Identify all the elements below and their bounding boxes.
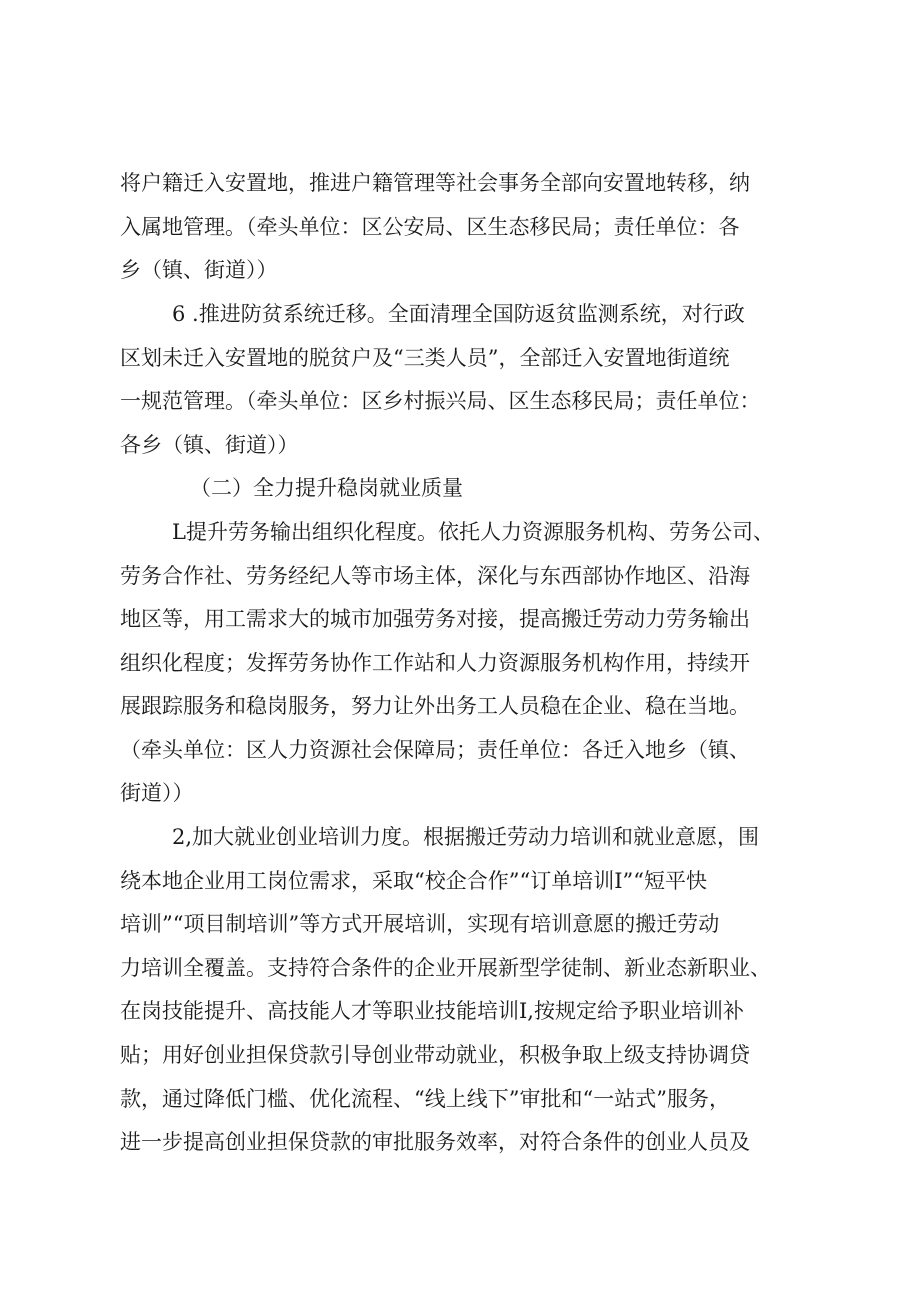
text-line: 组织化程度；发挥劳务协作工作站和人力资源服务机构作用，持续开 [120, 651, 750, 675]
text-line: 绕本地企业用工岗位需求，采取“校企合作”“订单培训I”“短平快 [120, 869, 707, 893]
item-2-heading-line: 2,加大就业创业培训力度。根据搬迁劳动力培训和就业意愿，围 [172, 825, 760, 849]
text-line: 力培训全覆盖。支持符合条件的企业开展新型学徒制、新业态新职业、 [120, 956, 771, 980]
text-line: 各乡（镇、街道）） [120, 433, 299, 457]
text-line: 地区等，用工需求大的城市加强劳务对接，提高搬迁劳动力劳务输出 [120, 607, 750, 631]
text-line: 区划未迁入安置地的脱贫户及“三类人员”，全部迁入安置地街道统 [120, 346, 730, 370]
text-line: 贴；用好创业担保贷款引导创业带动就业，积极争取上级支持协调贷 [120, 1043, 750, 1067]
item-6-heading-line: 6 .推进防贫系统迁移。全面清理全国防返贫监测系统，对行政 [172, 302, 745, 326]
text-line: 在岗技能提升、高技能人才等职业技能培训I,按规定给予职业培训补 [120, 999, 744, 1023]
text-line: 培训”“项目制培训”等方式开展培训，实现有培训意愿的搬迁劳动 [120, 912, 720, 936]
text-line: 入属地管理。（牵头单位：区公安局、区生态移民局；责任单位：各 [120, 215, 740, 239]
text-line: 进一步提高创业担保贷款的审批服务效率，对符合条件的创业人员及 [120, 1130, 750, 1154]
item-1-heading-line: L提升劳务输出组织化程度。依托人力资源服务机构、劳务公司、 [172, 520, 774, 544]
text-line: 展跟踪服务和稳岗服务，努力让外出务工人员稳在企业、稳在当地。 [120, 694, 750, 718]
text-line: 劳务合作社、劳务经纪人等市场主体，深化与东西部协作地区、沿海 [120, 564, 750, 588]
text-line: 一规范管理。（牵头单位：区乡村振兴局、区生态移民局；责任单位： [120, 389, 761, 413]
text-line: 将户籍迁入安置地，推进户籍管理等社会事务全部向安置地转移，纳 [120, 171, 750, 195]
text-line: （牵头单位：区人力资源社会保障局；责任单位：各迁入地乡（镇、 [120, 738, 750, 762]
text-line: 乡（镇、街道）） [120, 258, 278, 282]
section-heading: （二）全力提升稳岗就业质量 [190, 476, 463, 500]
text-line: 街道）） [120, 781, 194, 805]
text-line: 款，通过降低门槛、优化流程、“线上线下”审批和“一站式”服务， [120, 1087, 730, 1111]
